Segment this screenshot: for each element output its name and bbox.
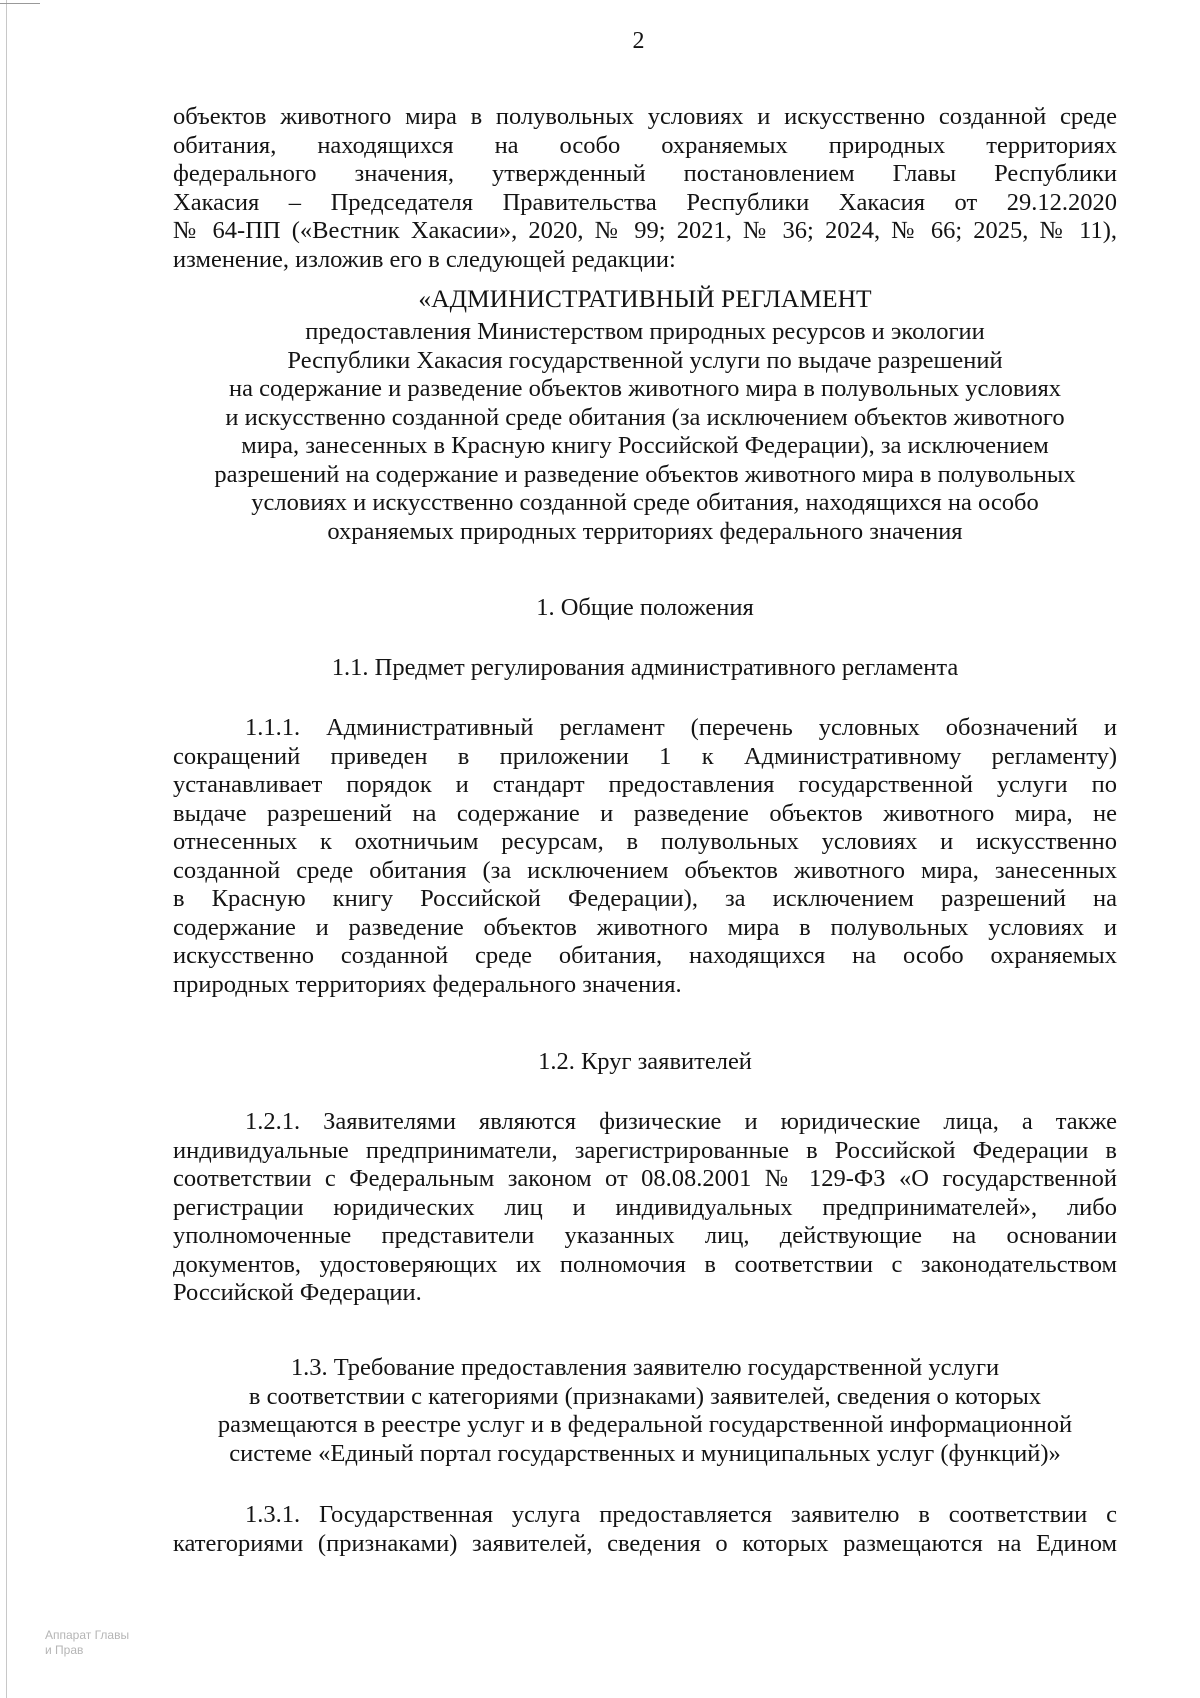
section-heading-1-2 — [173, 1048, 1117, 1077]
text-line: природных территориях федерального значения. — [173, 970, 682, 998]
subtitle-line: охраняемых природных территориях федерального значения — [327, 517, 963, 545]
page-edge — [6, 0, 7, 1698]
document-subtitle — [173, 318, 1117, 546]
subtitle-line: на содержание и разведение объектов животного мира в полувольных условиях — [228, 375, 1062, 402]
text-line: федерального значения, утвержденный постановлением Главы Республики — [173, 160, 1117, 187]
text-line: изменение, изложив его в следующей редакции: — [173, 245, 676, 273]
text-line: содержание и разведение объектов животного мира в полувольных условиях и — [173, 913, 1117, 941]
subtitle-line: условиях и искусственно созданной среде обитания, находящихся на особо — [251, 489, 1039, 516]
text-line: обитания, находящихся на особо охраняемых природных территориях — [173, 131, 1117, 159]
section-heading-1 — [173, 594, 1117, 623]
document-title — [173, 285, 1117, 314]
paragraph-1-1-1 — [173, 714, 1117, 999]
subtitle-line: мира, занесенных в Красную книгу Российской Федерации), за исключением — [241, 432, 1049, 459]
section-heading-1-1 — [173, 654, 1117, 683]
text-line: искусственно созданной среде обитания, находящихся на особо охраняемых — [173, 942, 1117, 969]
text-line: выдаче разрешений на содержание и разведение объектов животного мира, не — [173, 799, 1117, 827]
scan-mark — [0, 3, 40, 4]
heading-line: 1.2. Круг заявителей — [538, 1048, 752, 1075]
section-heading-1-3 — [173, 1354, 1117, 1468]
subtitle-line: предоставления Министерством природных ресурсов и экологии — [305, 318, 985, 345]
text-line: регистрации юридических лиц и индивидуальных предпринимателей», либо — [173, 1193, 1117, 1221]
heading-line: системе «Единый портал государственных и муниципальных услуг (функций)» — [229, 1439, 1061, 1467]
text-line: № 64-ПП («Вестник Хакасии», 2020, № 99; 2021, № 36; 2024, № 66; 2025, № 11), — [173, 217, 1117, 244]
scan-stamp — [45, 1628, 129, 1658]
text-line: уполномоченные представители указанных лиц, действующие на основании — [173, 1222, 1117, 1249]
heading-line: размещаются в реестре услуг и в федеральной государственной информационной — [217, 1411, 1073, 1438]
text-line: индивидуальные предприниматели, зарегистрированные в Российской Федерации в — [173, 1136, 1117, 1164]
heading-line: в соответствии с категориями (признаками) заявителей, сведения о которых — [248, 1382, 1042, 1410]
text-line: в Красную книгу Российской Федерации), за исключением разрешений на — [173, 885, 1117, 912]
subtitle-line: разрешений на содержание и разведение объектов животного мира в полувольных — [214, 460, 1076, 488]
text-line: устанавливает порядок и стандарт предоставления государственной услуги по — [173, 771, 1117, 798]
text-line: 1.2.1. Заявителями являются физические и юридические лица, а также — [245, 1108, 1117, 1135]
text-line: созданной среде обитания (за исключением объектов животного мира, занесенных — [173, 856, 1117, 884]
heading-line: 1. Общие положения — [536, 594, 754, 621]
title-line: «АДМИНИСТРАТИВНЫЙ РЕГЛАМЕНТ — [418, 285, 872, 313]
stamp-line: и Прав — [45, 1643, 84, 1657]
text-line: сокращений приведен в приложении 1 к Административному регламенту) — [173, 742, 1117, 770]
text-line: Хакасия – Председателя Правительства Республики Хакасия от 29.12.2020 — [173, 188, 1117, 216]
text-line: соответствии с Федеральным законом от 08.08.2001 № 129-ФЗ «О государственной — [173, 1165, 1117, 1192]
text-line: 1.3.1. Государственная услуга предоставляется заявителю в соответствии с — [245, 1501, 1117, 1528]
text-line: 1.1.1. Административный регламент (перечень условных обозначений и — [245, 714, 1117, 741]
text-line: документов, удостоверяющих их полномочия в соответствии с законодательством — [173, 1250, 1117, 1278]
text-line: категориями (признаками) заявителей, сведения о которых размещаются на Едином — [173, 1529, 1117, 1557]
text-line: объектов животного мира в полувольных условиях и искусственно созданной среде — [173, 103, 1117, 130]
text-line: отнесенных к охотничьим ресурсам, в полувольных условиях и искусственно — [173, 828, 1117, 855]
paragraph-1-2-1 — [173, 1108, 1117, 1308]
paragraph-1-3-1 — [173, 1501, 1117, 1558]
subtitle-line: и искусственно созданной среде обитания (за исключением объектов животного — [225, 403, 1065, 431]
intro-paragraph — [173, 103, 1117, 274]
stamp-line: Аппарат Главы — [45, 1628, 130, 1642]
text-line: Российской Федерации. — [173, 1279, 422, 1306]
subtitle-line: Республики Хакасия государственной услуги по выдаче разрешений — [287, 346, 1003, 374]
page-number: 2 — [632, 28, 645, 54]
heading-line: 1.1. Предмет регулирования административного регламента — [331, 654, 959, 681]
heading-line: 1.3. Требование предоставления заявителю государственной услуги — [290, 1354, 1000, 1381]
